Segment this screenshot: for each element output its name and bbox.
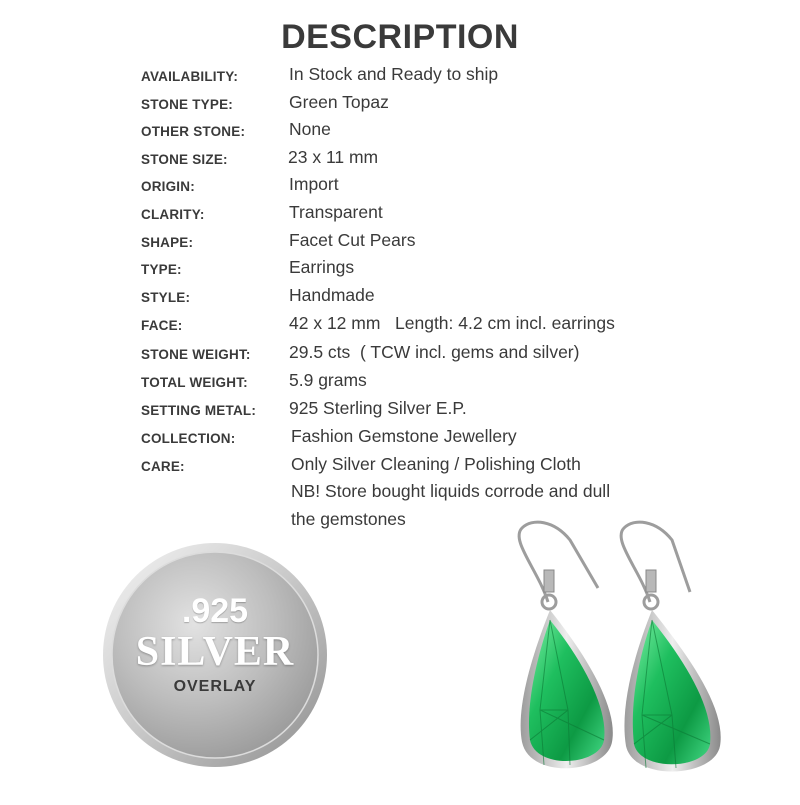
spec-value: Import: [289, 174, 339, 194]
spec-label: STYLE:: [141, 290, 191, 305]
page-title: DESCRIPTION: [281, 18, 519, 56]
spec-label: COLLECTION:: [141, 431, 236, 446]
spec-value: 29.5 cts ( TCW incl. gems and silver): [289, 342, 580, 362]
badge-purity-text: .925: [181, 592, 249, 630]
spec-value: Fashion Gemstone Jewellery: [291, 426, 517, 446]
spec-row-type: [0, 257, 800, 281]
spec-label: STONE TYPE:: [141, 97, 233, 112]
spec-row-availability: [0, 64, 800, 88]
spec-value: Facet Cut Pears: [289, 230, 416, 250]
spec-value: Only Silver Cleaning / Polishing Cloth: [291, 454, 581, 474]
spec-value: Earrings: [289, 257, 355, 277]
silver-overlay-badge: [100, 540, 330, 770]
spec-row-stone-size: [0, 147, 800, 171]
spec-row-stone-type: [0, 92, 800, 116]
spec-label: TOTAL WEIGHT:: [141, 375, 248, 390]
spec-label: SETTING METAL:: [141, 403, 257, 418]
spec-row-origin: [0, 174, 800, 198]
spec-row-collection: [0, 426, 800, 450]
spec-row-face: [0, 313, 800, 337]
spec-row-other-stone: [0, 119, 800, 143]
spec-label: CARE:: [141, 459, 185, 474]
badge-overlay-text: OVERLAY: [173, 678, 257, 695]
spec-label: TYPE:: [141, 262, 182, 277]
spec-value: In Stock and Ready to ship: [289, 64, 499, 84]
spec-label: CLARITY:: [141, 207, 205, 222]
spec-label: SHAPE:: [141, 235, 194, 250]
spec-value: 925 Sterling Silver E.P.: [289, 398, 467, 418]
spec-row-clarity: [0, 202, 800, 226]
spec-value: 5.9 grams: [289, 370, 367, 390]
spec-label: FACE:: [141, 318, 183, 333]
earrings-image-icon: [500, 510, 800, 800]
spec-value: 42 x 12 mm Length: 4.2 cm incl. earrings: [289, 313, 615, 333]
spec-row-style: [0, 285, 800, 309]
spec-label: STONE WEIGHT:: [141, 347, 251, 362]
spec-label: OTHER STONE:: [141, 124, 246, 139]
spec-value: Handmade: [289, 285, 375, 305]
spec-value: 23 x 11 mm: [288, 147, 379, 167]
spec-label: ORIGIN:: [141, 179, 195, 194]
spec-row-shape: [0, 230, 800, 254]
spec-value: Green Topaz: [289, 92, 389, 112]
spec-label: AVAILABILITY:: [141, 69, 239, 84]
care-note-line: the gemstones: [291, 509, 406, 529]
spec-value: Transparent: [289, 202, 383, 222]
spec-row-care: [0, 454, 800, 478]
care-note-line: NB! Store bought liquids corrode and dull: [291, 481, 611, 501]
spec-label: STONE SIZE:: [141, 152, 228, 167]
earrings-photo: [500, 510, 800, 800]
spec-row-stone-weight: [0, 342, 800, 366]
badge-silver-text: SILVER: [135, 629, 295, 675]
spec-row-setting-metal: [0, 398, 800, 422]
spec-row-total-weight: [0, 370, 800, 394]
spec-value: None: [289, 119, 331, 139]
